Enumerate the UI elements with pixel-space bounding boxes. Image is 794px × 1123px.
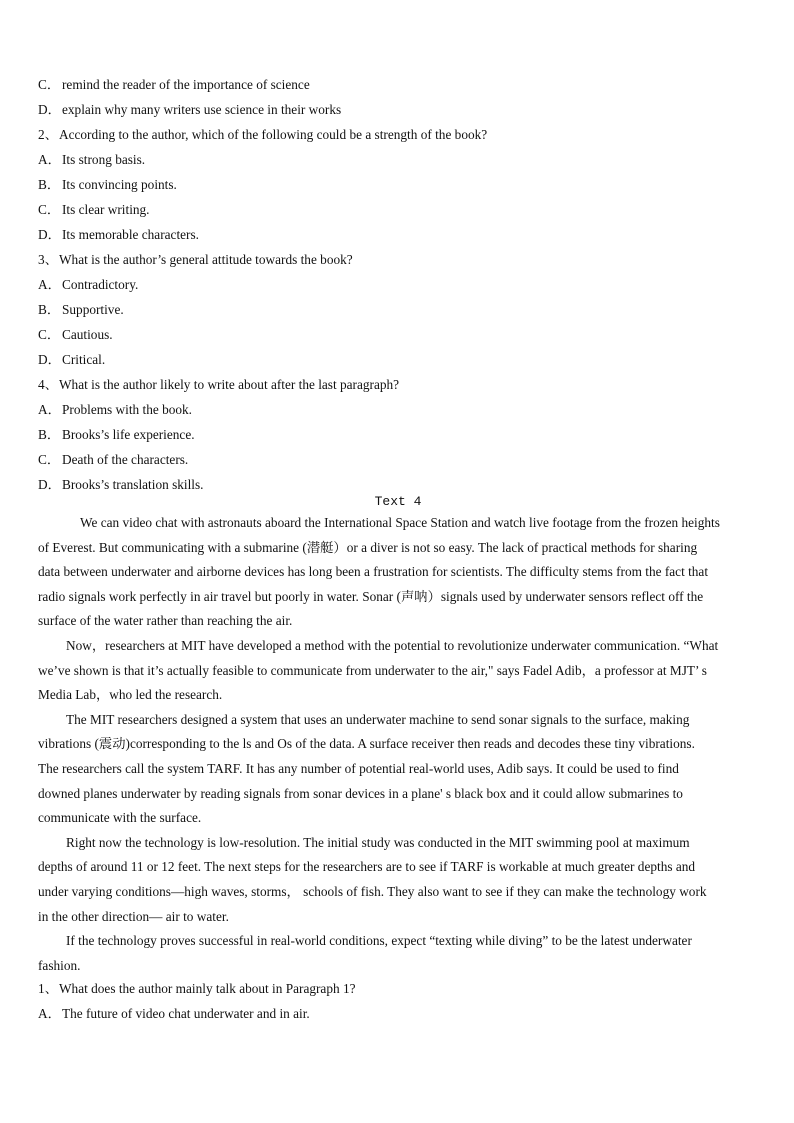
passage-line: fashion. xyxy=(38,957,81,973)
option-text: remind the reader of the importance of science xyxy=(62,77,310,92)
passage-line: we’ve shown is that it’s actually feasible to communicate from underwater to the air," says Fadel Adib，a professor at MJT’ s xyxy=(38,662,707,678)
option-letter: C． xyxy=(38,452,61,467)
option-text: Problems with the book. xyxy=(62,402,193,417)
option-letter: D． xyxy=(38,477,61,492)
option-letter: B． xyxy=(38,427,61,442)
passage-line: data between underwater and airborne devices has long been a frustration for scientists. The difficulty stems from the fact that xyxy=(38,564,709,580)
option-line xyxy=(38,401,758,426)
question-number: 4、 xyxy=(38,377,58,392)
option-line xyxy=(38,426,758,451)
option-line xyxy=(38,201,758,226)
option-letter: A． xyxy=(38,402,61,417)
passage-line: under varying conditions—high waves, storms， schools of fish. They also want to see if they can make the technology work xyxy=(38,883,707,899)
option-letter: A． xyxy=(38,152,61,167)
passage-line: The researchers call the system TARF. It has any number of potential real-world uses, Adib says. It could be used to find xyxy=(38,760,679,776)
option-letter: C． xyxy=(38,327,61,342)
option-line xyxy=(38,176,758,201)
option-text: Critical. xyxy=(62,352,106,367)
option-line xyxy=(38,476,758,496)
option-text: Contradictory. xyxy=(62,277,139,292)
passage-line: depths of around 11 or 12 feet. The next steps for the researchers are to see if TARF is workable at much greater depths and xyxy=(38,859,696,875)
option-letter: A． xyxy=(38,277,61,292)
option-letter: C． xyxy=(38,202,61,217)
option-text: The future of video chat underwater and in air. xyxy=(62,1006,310,1022)
passage-paragraph xyxy=(38,708,758,831)
option-letter: D． xyxy=(38,352,61,367)
option-line xyxy=(38,351,758,376)
option-text: Supportive. xyxy=(62,302,124,317)
option-letter: D． xyxy=(38,102,61,117)
question-text: According to the author, which of the following could be a strength of the book? xyxy=(59,127,488,142)
passage-line: We can video chat with astronauts aboard the International Space Station and watch live footage from the frozen heights xyxy=(80,515,720,530)
option-line xyxy=(38,76,758,101)
question-text: What is the author’s general attitude towards the book? xyxy=(59,252,353,267)
passage-line: in the other direction— air to water. xyxy=(38,908,229,924)
question-number: 2、 xyxy=(38,127,58,142)
question-line xyxy=(38,980,758,1005)
option-text: Its strong basis. xyxy=(62,152,146,167)
passage-line: vibrations (震动)corresponding to the ls and Os of the data. A surface receiver then reads and decodes these tiny vibrations. xyxy=(38,736,695,752)
passage-line: Right now the technology is low-resolution. The initial study was conducted in the MIT swimming pool at maximum xyxy=(66,834,690,850)
passage-line: communicate with the surface. xyxy=(38,810,202,826)
passage-paragraph xyxy=(38,634,758,708)
option-line xyxy=(38,301,758,326)
passage-line: surface of the water rather than reaching the air. xyxy=(38,613,293,629)
passage-line: If the technology proves successful in real-world conditions, expect “texting while diving” to be the latest underwater xyxy=(66,933,692,949)
passage-paragraph xyxy=(38,511,758,634)
option-line xyxy=(38,101,758,126)
question-line xyxy=(38,376,758,401)
option-line xyxy=(38,226,758,251)
passage-line: radio signals work perfectly in air travel but poorly in water. Sonar (声呐）signals used by underwater sensors reflect off the xyxy=(38,588,704,604)
option-letter: B． xyxy=(38,302,61,317)
passage-line: Media Lab，who led the research. xyxy=(38,687,223,703)
option-text: Cautious. xyxy=(62,327,113,342)
option-letter: B． xyxy=(38,177,61,192)
question-text: What is the author likely to write about after the last paragraph? xyxy=(59,377,400,392)
passage-line: The MIT researchers designed a system that uses an underwater machine to send sonar signals to the surface, making xyxy=(66,711,690,727)
option-text: Its convincing points. xyxy=(62,177,177,192)
option-text: Brooks’s translation skills. xyxy=(62,477,204,492)
passage-line: of Everest. But communicating with a submarine (潜艇）or a diver is not so easy. The lack of practical methods for sharing xyxy=(38,539,698,555)
option-line xyxy=(38,451,758,476)
option-letter: A． xyxy=(38,1006,61,1022)
option-text: Brooks’s life experience. xyxy=(62,427,195,442)
option-line xyxy=(38,151,758,176)
document-page xyxy=(38,76,758,1030)
option-line xyxy=(38,326,758,351)
option-text: Its clear writing. xyxy=(62,202,150,217)
passage-line: Now，researchers at MIT have developed a method with the potential to revolutionize underwater communication. “What xyxy=(66,637,719,653)
section-title: Text 4 xyxy=(374,494,422,509)
question-line xyxy=(38,126,758,151)
option-line xyxy=(38,1005,758,1030)
question-line xyxy=(38,251,758,276)
option-text: explain why many writers use science in their works xyxy=(62,102,342,117)
question-text: What does the author mainly talk about in Paragraph 1? xyxy=(59,981,356,997)
question-number: 3、 xyxy=(38,252,58,267)
passage-paragraph xyxy=(38,831,758,929)
option-letter: C． xyxy=(38,77,61,92)
option-text: Death of the characters. xyxy=(62,452,189,467)
option-letter: D． xyxy=(38,227,61,242)
passage-paragraph xyxy=(38,929,758,978)
question-number: 1、 xyxy=(38,981,58,997)
option-line xyxy=(38,276,758,301)
option-text: Its memorable characters. xyxy=(62,227,199,242)
passage-line: downed planes underwater by reading signals from sonar devices in a plane' s black box and it could allow submarines to xyxy=(38,785,683,801)
